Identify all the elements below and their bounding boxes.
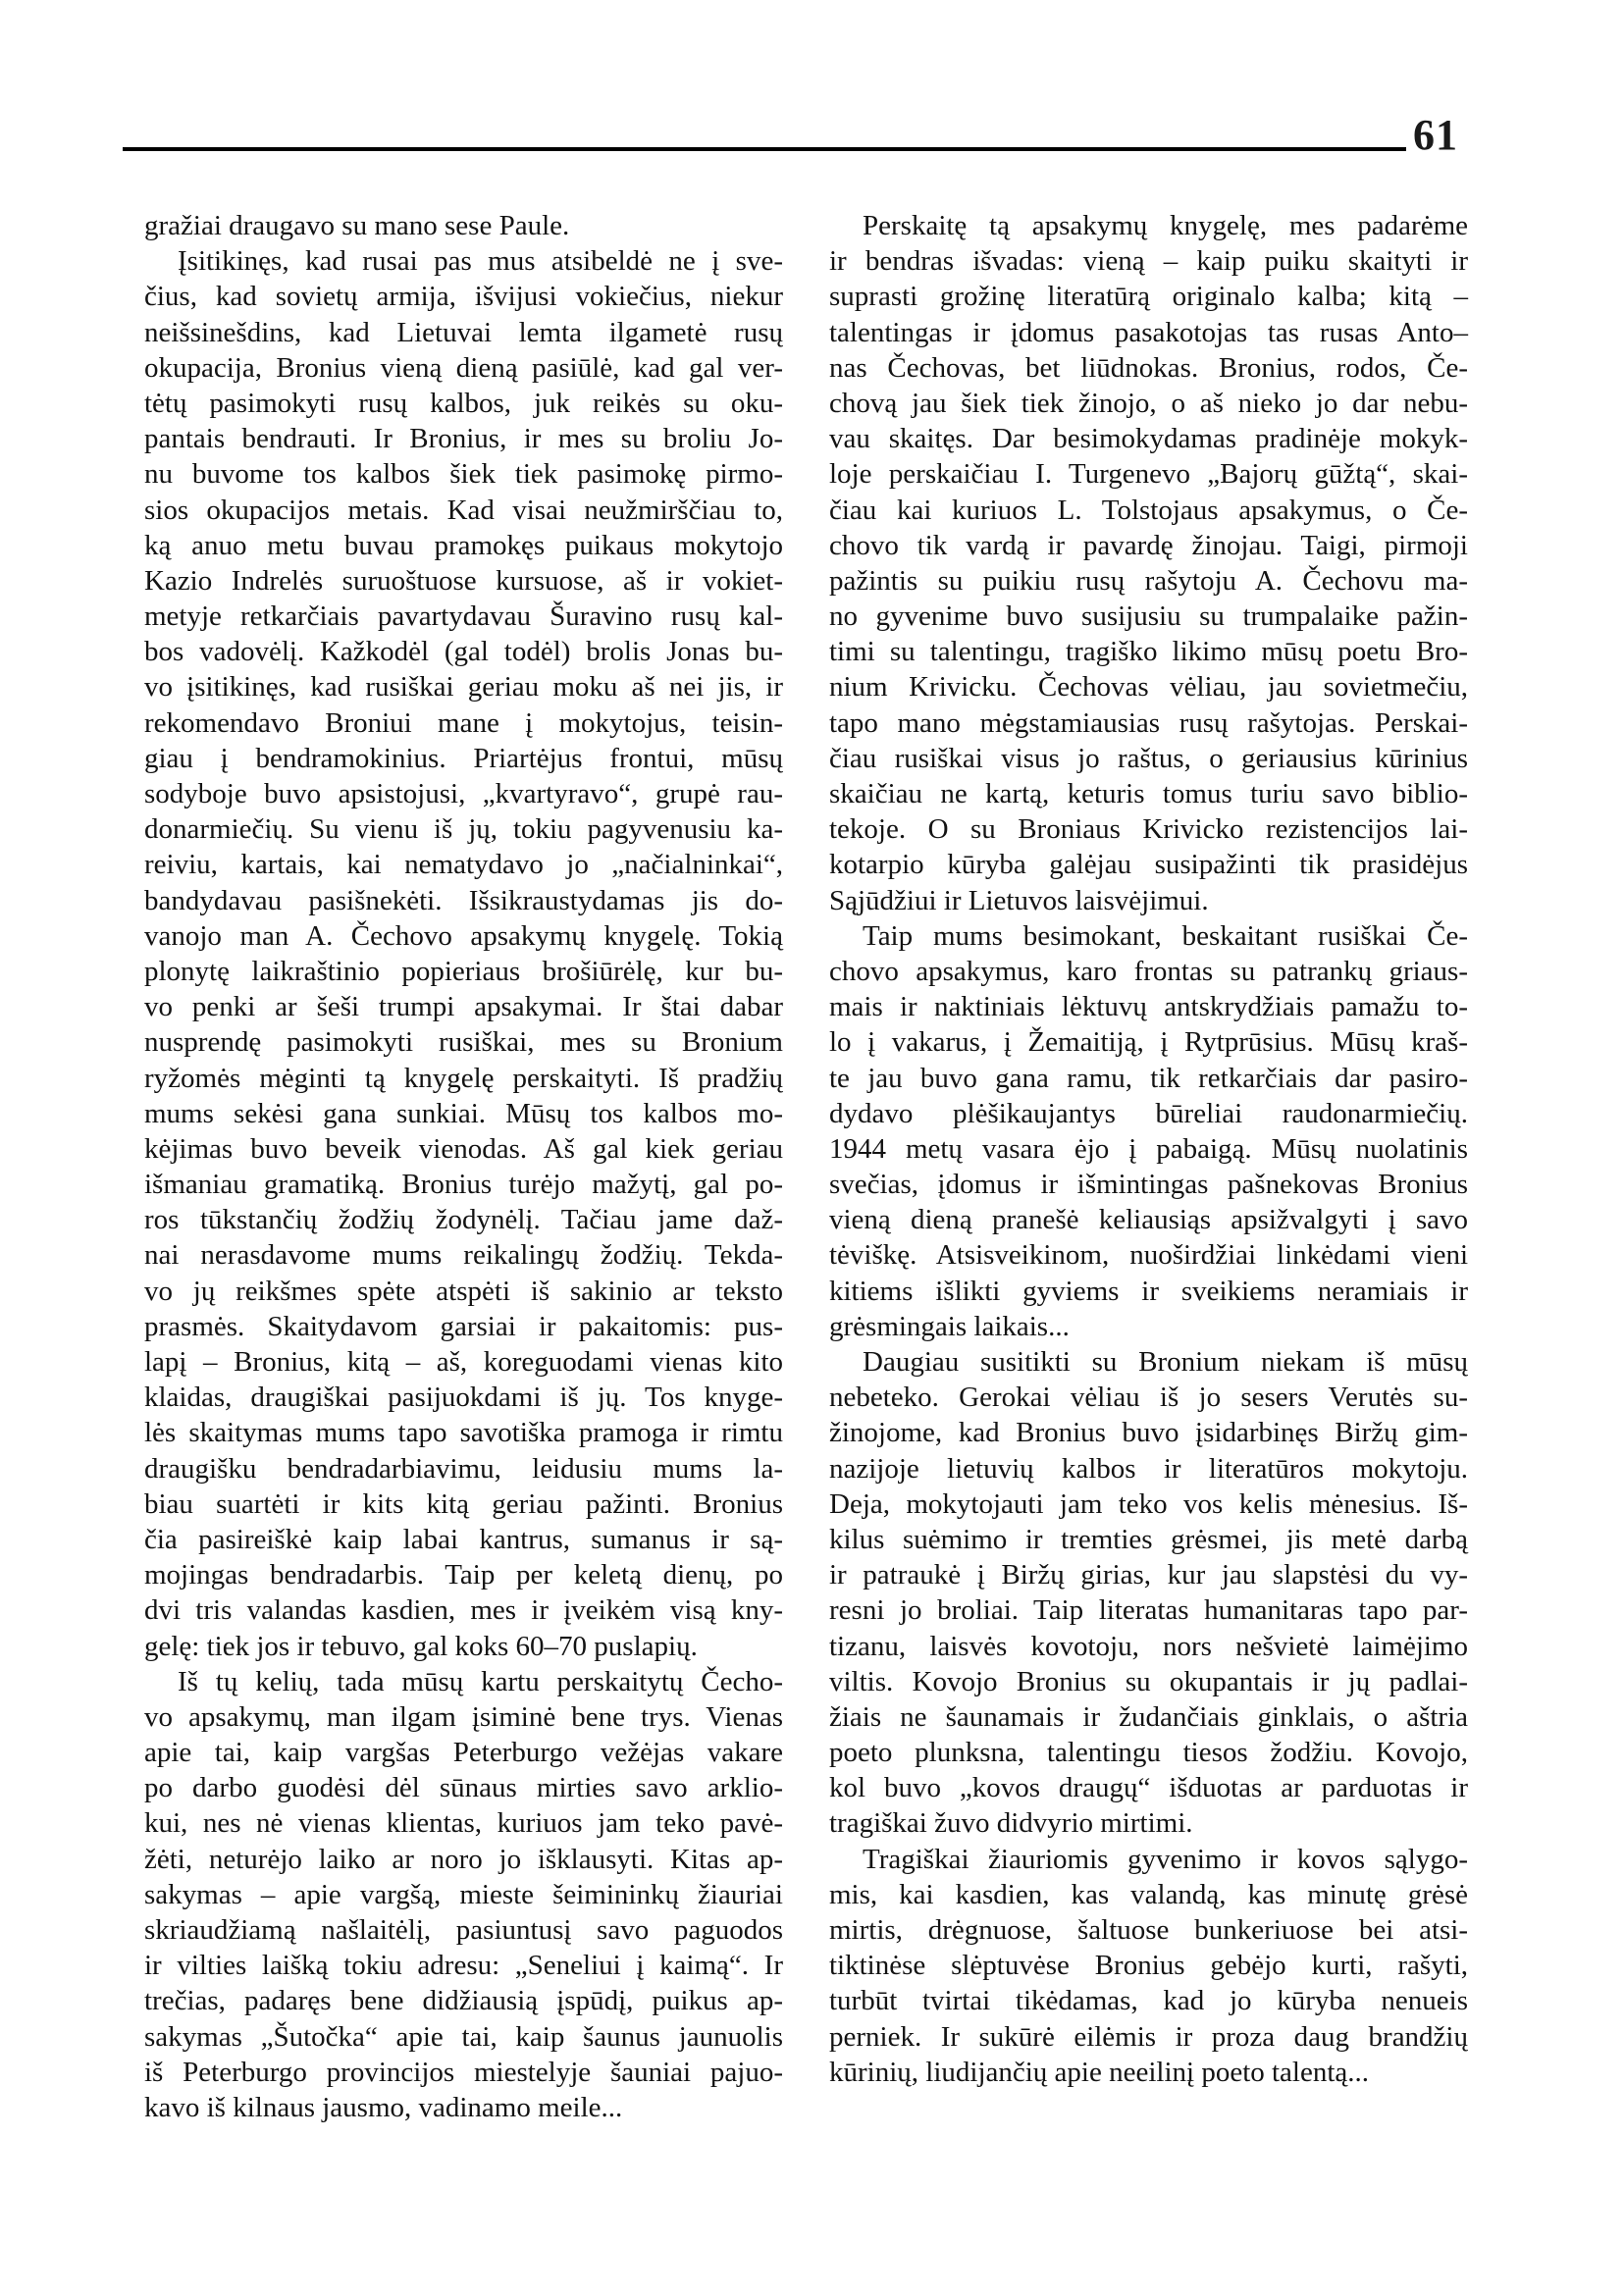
text-line: mums sekėsi gana sunkiai. Mūsų tos kalbos mo- <box>144 1097 783 1129</box>
text-line: mis, kai kasdien, kas valandą, kas minutę grėsė <box>829 1878 1468 1910</box>
text-line: giau į bendramokinius. Priartėjus frontui, mūsų <box>144 742 783 774</box>
text-line: vau skaitęs. Dar besimokydamas pradinėje mokyk- <box>829 423 1468 455</box>
text-line: pažintis su puikiu rusų rašytoju A. Čechovu ma- <box>829 564 1468 597</box>
page-number: 61 <box>1413 111 1458 159</box>
text-line: kilus suėmimo ir tremties grėsmei, jis metė darbą <box>829 1523 1468 1555</box>
left-text-column <box>144 208 783 2125</box>
text-line: neišsinešdins, kad Lietuvai lemta ilgametė rusų <box>144 316 783 348</box>
text-line: kitiems išlikti gyviems ir sveikiems neramiais ir <box>829 1275 1468 1307</box>
text-line: chovo tik vardą ir pavardę žinojau. Taigi, pirmoji <box>829 529 1468 561</box>
text-line: perniek. Ir sukūrė eilėmis ir proza daug brandžių <box>829 2020 1468 2053</box>
text-line: nusprendę pasimokyti rusiškai, mes su Bronium <box>144 1026 783 1059</box>
text-line: poeto plunksna, talentingu tiesos žodžiu. Kovojo, <box>829 1737 1468 1769</box>
text-line: dvi tris valandas kasdien, mes ir įveikėm visą kny- <box>144 1594 783 1627</box>
text-line: turbūt tvirtai tikėdamas, kad jo kūryba nenueis <box>829 1985 1468 2017</box>
text-line: klaidas, draugiškai pasijuokdami iš jų. Tos knyge- <box>144 1382 783 1414</box>
text-line: Perskaitę tą apsakymų knygelę, mes padarėme <box>863 210 1468 241</box>
text-line: biau suartėti ir kits kitą geriau pažinti. Bronius <box>144 1487 783 1520</box>
text-line: ir bendras išvadas: vieną – kaip puiku skaityti ir <box>829 245 1468 278</box>
text-line: vo apsakymų, man ilgam įsiminė bene trys. Vienas <box>144 1700 783 1733</box>
text-line: ką anuo metu buvau pramokęs puikaus mokytojo <box>144 529 783 561</box>
text-line: mais ir naktiniais lėktuvų antskrydžiais pamažu to- <box>829 991 1468 1023</box>
text-line: nu buvome tos kalbos šiek tiek pasimokę pirmo- <box>144 458 783 491</box>
text-line: vanojo man A. Čechovo apsakymų knygelę. Tokią <box>144 919 783 952</box>
text-line: žinojome, kad Bronius buvo įsidarbinęs Biržų gim- <box>829 1417 1468 1449</box>
text-line: Iš tų kelių, tada mūsų kartu perskaitytų Čecho- <box>178 1665 783 1697</box>
text-line: lapį – Bronius, kitą – aš, koreguodami vienas kito <box>144 1346 783 1378</box>
text-line: iš Peterburgo provincijos miestelyje šauniai pajuo- <box>144 2056 783 2088</box>
text-line: žiais ne šaunamais ir žudančiais ginklais, o aštria <box>829 1700 1468 1733</box>
text-line: suprasti grožinę literatūrą originalo kalba; kitą – <box>829 281 1468 313</box>
text-line: vo penki ar šeši trumpi apsakymai. Ir štai dabar <box>144 991 783 1023</box>
text-line: Įsitikinęs, kad rusai pas mus atsibeldė ne į sve- <box>178 245 783 278</box>
text-line: grėsmingais laikais... <box>829 1310 1070 1342</box>
text-line: kotarpio kūryba galėjau susipažinti tik prasidėjus <box>829 849 1468 881</box>
text-line: lo į vakarus, į Žemaitiją, į Rytprūsius. Mūsų kraš- <box>829 1026 1468 1059</box>
text-line: reiviu, kartais, kai nematydavo jo „načialninkai“, <box>144 849 783 881</box>
text-line: no gyvenime buvo susijusiu su trumpalaike pažin- <box>829 600 1468 633</box>
text-line: Deja, mokytojauti jam teko vos kelis mėnesius. Iš- <box>829 1487 1468 1520</box>
text-line: okupacija, Bronius vieną dieną pasiūlė, kad gal ver- <box>144 351 783 384</box>
text-line: sios okupacijos metais. Kad visai neužmirščiau to, <box>144 494 783 526</box>
text-line: kėjimas buvo beveik vienodas. Aš gal kiek geriau <box>144 1132 783 1165</box>
text-line: talentingas ir įdomus pasakotojas tas rusas Anto– <box>829 316 1468 348</box>
text-line: svečias, įdomus ir išmintingas pašnekovas Bronius <box>829 1169 1468 1201</box>
text-line: ros tūkstančių žodžių žodynėlį. Tačiau jame daž- <box>144 1204 783 1236</box>
text-line: nium Krivicku. Čechovas vėliau, jau sovietmečiu, <box>829 671 1468 704</box>
text-line: nas Čechovas, bet liūdnokas. Bronius, rodos, Če- <box>829 351 1468 384</box>
text-line: Daugiau susitikti su Bronium niekam iš mūsų <box>863 1346 1468 1378</box>
text-line: 1944 metų vasara ėjo į pabaigą. Mūsų nuolatinis <box>829 1132 1468 1165</box>
text-line: te jau buvo gana ramu, tik retkarčiais dar pasiro- <box>829 1062 1468 1094</box>
text-line: kol buvo „kovos draugų“ išduotas ar parduotas ir <box>829 1772 1468 1804</box>
text-line: ir vilties laišką tokiu adresu: „Seneliui į kaimą“. Ir <box>144 1950 783 1982</box>
text-line: chovą jau šiek tiek žinojo, o aš nieko jo dar nebu- <box>829 387 1468 419</box>
text-line: kūrinių, liudijančių apie neeilinį poeto talentą... <box>829 2056 1370 2088</box>
text-line: tėviškę. Atsisveikinom, nuoširdžiai linkėdami vieni <box>829 1239 1468 1272</box>
text-line: resni jo broliai. Taip literatas humanitaras tapo par- <box>829 1594 1468 1627</box>
text-line: nazijoje lietuvių kalbos ir literatūros mokytoju. <box>829 1452 1468 1485</box>
text-line: mirtis, drėgnuose, šaltuose bunkeriuose bei atsi- <box>829 1914 1468 1946</box>
text-line: loje perskaičiau I. Turgenevo „Bajorų gūžtą“, skai- <box>829 458 1468 491</box>
text-line: tėtų pasimokyti rusų kalbos, juk reikės su oku- <box>144 387 783 419</box>
text-line: skriaudžiamą našlaitėlį, pasiuntusį savo paguodos <box>144 1914 783 1946</box>
text-line: Tragiškai žiauriomis gyvenimo ir kovos sąlygo- <box>863 1843 1468 1875</box>
text-line: chovo apsakymus, karo frontas su patrankų griaus- <box>829 955 1468 987</box>
text-line: trečias, padaręs bene didžiausią įspūdį, puikus ap- <box>144 1985 783 2017</box>
text-line: tizanu, laisvės kovotoju, nors nešvietė laimėjimo <box>829 1630 1468 1662</box>
text-line: viltis. Kovojo Bronius su okupantais ir jų padlai- <box>829 1665 1468 1697</box>
text-line: tragiškai žuvo didvyrio mirtimi. <box>829 1807 1193 1840</box>
text-line: bandydavau pasišnekėti. Išsikraustydamas jis do- <box>144 884 783 916</box>
text-line: Taip mums besimokant, beskaitant rusiškai Če- <box>863 919 1468 952</box>
text-line: kavo iš kilnaus jausmo, vadinamo meile... <box>144 2091 623 2123</box>
text-line: mojingas bendradarbis. Taip per keletą dienų, po <box>144 1559 783 1591</box>
text-line: dydavo plėšikaujantys būreliai raudonarmiečių. <box>829 1097 1468 1129</box>
text-line: rekomendavo Broniui mane į mokytojus, teisin- <box>144 706 783 739</box>
text-line: Kazio Indrelės suruoštuose kursuose, aš ir vokiet- <box>144 564 783 597</box>
text-line: Sąjūdžiui ir Lietuvos laisvėjimui. <box>829 884 1209 916</box>
text-line: gelę: tiek jos ir tebuvo, gal koks 60–70 puslapių. <box>144 1630 698 1662</box>
text-line: ir patraukė į Biržų girias, kur jau slapstėsi du vy- <box>829 1559 1468 1591</box>
text-line: apie tai, kaip vargšas Peterburgo vežėjas vakare <box>144 1737 783 1769</box>
text-line: žėti, neturėjo laiko ar noro jo išklausyti. Kitas ap- <box>144 1843 783 1875</box>
text-line: išmaniau gramatiką. Bronius turėjo mažytį, gal po- <box>144 1169 783 1201</box>
text-line: vieną dieną pranešė keliausiąs apsižvalgyti į savo <box>829 1204 1468 1236</box>
text-line: timi su talentingu, tragiško likimo mūsų poetu Bro- <box>829 636 1468 668</box>
text-line: vo jų reikšmes spėte atspėti iš sakinio ar teksto <box>144 1275 783 1307</box>
text-line: metyje retkarčiais pavartydavau Šuravino rusų kal- <box>144 600 783 633</box>
text-line: sakymas „Šutočka“ apie tai, kaip šaunus jaunuolis <box>144 2020 783 2053</box>
text-line: nebeteko. Gerokai vėliau iš jo sesers Verutės su- <box>829 1382 1468 1414</box>
text-line: gražiai draugavo su mano sese Paule. <box>144 210 570 241</box>
text-line: bos vadovėlį. Kažkodėl (gal todėl) brolis Jonas bu- <box>144 636 783 668</box>
right-text-column <box>829 208 1468 2090</box>
text-line: kui, nes nė vienas klientas, kuriuos jam teko pavė- <box>144 1807 783 1840</box>
text-line: tapo mano mėgstamiausias rusų rašytojas. Perskai- <box>829 706 1468 739</box>
text-line: ryžomės mėginti tą knygelę perskaityti. Iš pradžių <box>144 1062 783 1094</box>
text-line: sakymas – apie vargšą, mieste šeimininkų žiauriai <box>144 1878 783 1910</box>
text-line: nai nerasdavome mums reikalingų žodžių. Tekda- <box>144 1239 783 1272</box>
text-line: draugišku bendradarbiavimu, leidusiu mums la- <box>144 1452 783 1485</box>
text-line: skaičiau ne kartą, keturis tomus turiu savo biblio- <box>829 778 1468 809</box>
text-line: čia pasireiškė kaip labai kantrus, sumanus ir są- <box>144 1523 783 1555</box>
text-line: vo įsitikinęs, kad rusiškai geriau moku aš nei jis, ir <box>144 671 783 704</box>
text-line: po darbo guodėsi dėl sūnaus mirties savo arklio- <box>144 1772 783 1804</box>
text-line: čiau kai kuriuos L. Tolstojaus apsakymus, o Če- <box>829 494 1468 526</box>
header-rule <box>123 147 1406 151</box>
text-line: prasmės. Skaitydavom garsiai ir pakaitomis: pus- <box>144 1310 783 1342</box>
text-line: plonytę laikraštinio popieriaus brošiūrėlę, kur bu- <box>144 955 783 987</box>
text-line: lės skaitymas mums tapo savotiška pramoga ir rimtu <box>144 1417 783 1449</box>
text-line: tekoje. O su Broniaus Krivicko rezistencijos lai- <box>829 813 1468 846</box>
text-line: čiau rusiškai visus jo raštus, o geriausius kūrinius <box>829 742 1468 774</box>
text-line: sodyboje buvo apsistojusi, „kvartyravo“, grupė rau- <box>144 778 783 809</box>
text-line: tiktinėse slėptuvėse Bronius gebėjo kurti, rašyti, <box>829 1950 1468 1982</box>
text-line: čius, kad sovietų armija, išvijusi vokiečius, niekur <box>144 281 783 313</box>
text-line: donarmiečių. Su vienu iš jų, tokiu pagyvenusiu ka- <box>144 813 783 846</box>
text-line: pantais bendrauti. Ir Bronius, ir mes su broliu Jo- <box>144 423 783 455</box>
